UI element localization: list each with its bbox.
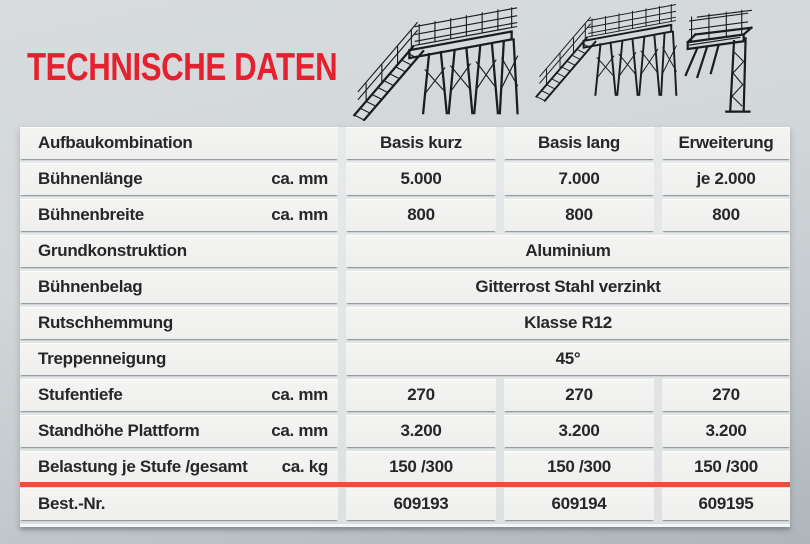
table-row-treppenneigung (20, 343, 790, 375)
value-basis-kurz: 5.000 (346, 163, 496, 195)
header-basis-lang: Basis lang (504, 127, 654, 159)
value-erweiterung: je 2.000 (662, 163, 790, 195)
row-label-cell (20, 379, 338, 411)
row-span-value: Klasse R12 (346, 307, 790, 339)
row-label: Rutschhemmung (38, 313, 173, 332)
table-row-standhoehe-plattform (20, 415, 790, 447)
row-label: Stufentiefe (38, 385, 123, 404)
row-span-value: Gitterrost Stahl verzinkt (346, 271, 790, 303)
row-label-cell (20, 415, 338, 447)
row-unit: ca. mm (271, 421, 328, 440)
row-label-cell (20, 343, 338, 375)
row-span-value: Aluminium (346, 235, 790, 267)
order-number-basis-kurz: 609193 (346, 488, 496, 520)
red-divider-line (20, 482, 790, 487)
value-basis-kurz: 3.200 (346, 415, 496, 447)
value-erweiterung: 150 /300 (662, 451, 790, 483)
row-unit: ca. mm (271, 205, 328, 224)
value-basis-lang: 150 /300 (504, 451, 654, 483)
value-basis-kurz: 270 (346, 379, 496, 411)
table-row-buehnenbelag (20, 271, 790, 303)
order-number-basis-lang: 609194 (504, 488, 654, 520)
table-row-stufentiefe (20, 379, 790, 411)
row-span-value: 45° (346, 343, 790, 375)
value-erweiterung: 3.200 (662, 415, 790, 447)
row-label: Bühnenbelag (38, 277, 143, 296)
table-row-best-nr (20, 488, 790, 520)
table-bottom-edge (20, 524, 790, 527)
row-label-cell (20, 271, 338, 303)
value-basis-kurz: 800 (346, 199, 496, 231)
platform-illustration-basis-kurz (343, 3, 521, 121)
page-title: TECHNISCHE DATEN (27, 46, 338, 89)
product-illustrations (338, 0, 810, 125)
row-label: Bühnenbreite (38, 205, 144, 224)
row-label: Aufbaukombination (38, 133, 193, 152)
value-basis-lang: 7.000 (504, 163, 654, 195)
table-row-belastung (20, 451, 790, 483)
row-label: Grundkonstruktion (38, 241, 187, 260)
technical-data-table (20, 127, 790, 527)
table-row-rutschhemmung (20, 307, 790, 339)
row-label: Treppenneigung (38, 349, 167, 368)
table-row-buehnenlaenge (20, 163, 790, 195)
value-erweiterung: 800 (662, 199, 790, 231)
header-basis-kurz: Basis kurz (346, 127, 496, 159)
platform-illustration-basis-lang (528, 0, 678, 102)
order-number-erweiterung: 609195 (662, 488, 790, 520)
header-erweiterung: Erweiterung (662, 127, 790, 159)
row-unit: ca. mm (271, 169, 328, 188)
row-label: Belastung je Stufe /gesamt (38, 457, 248, 476)
row-label-cell (20, 451, 338, 483)
value-basis-lang: 3.200 (504, 415, 654, 447)
table-row-grundkonstruktion (20, 235, 790, 267)
row-unit: ca. mm (271, 385, 328, 404)
row-label-cell (20, 235, 338, 267)
platform-illustration-erweiterung (680, 5, 762, 117)
table-row-buehnenbreite (20, 199, 790, 231)
row-label-cell (20, 307, 338, 339)
row-label-cell (20, 199, 338, 231)
value-basis-lang: 270 (504, 379, 654, 411)
value-basis-kurz: 150 /300 (346, 451, 496, 483)
row-label-cell (20, 127, 338, 159)
row-label-cell (20, 163, 338, 195)
value-basis-lang: 800 (504, 199, 654, 231)
row-label: Best.-Nr. (38, 494, 106, 513)
value-erweiterung: 270 (662, 379, 790, 411)
row-label: Standhöhe Plattform (38, 421, 200, 440)
row-label-cell (20, 488, 338, 520)
table-row-aufbaukombination (20, 127, 790, 159)
row-label: Bühnenlänge (38, 169, 143, 188)
row-unit: ca. kg (281, 457, 328, 476)
